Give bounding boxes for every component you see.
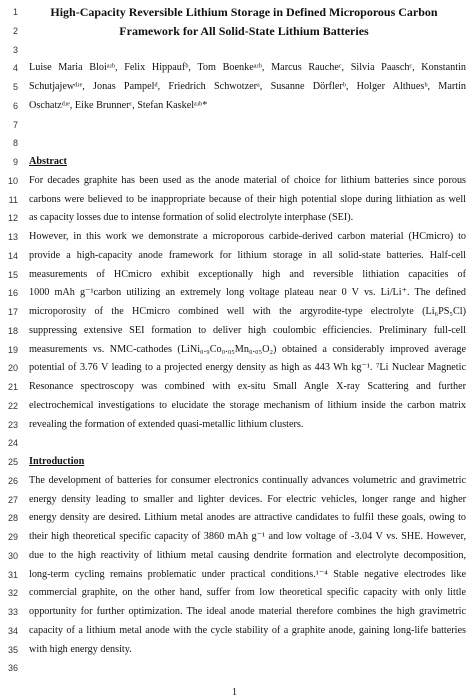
line-number: 21 [7, 382, 18, 392]
text-line: Schutjajewᵈʴᵉ, Jonas Pampelᵈ, Friedrich Schwotzerᵃ, Susanne Dörflerᵇ, Holger Althuesᵇ, Martin [29, 81, 466, 92]
line-number: 29 [7, 532, 18, 542]
text-line: suppressing extensive SEI formation to deliver high coulombic efficiencies. Preliminary full-cell [29, 324, 466, 336]
text-line: microporosity of the HCmicro combined well with the argyrodite-type electrolyte (Li₆PS₅Cl) [29, 306, 466, 317]
line-number: 17 [7, 307, 18, 317]
text-line: energy density are desired. Lithium metal anodes are attractive candidates to fulfil these goals, owing to [29, 512, 466, 524]
text-line: carbons were believed to be inappropriate because of their high potential slope during lithiation as well [29, 193, 466, 205]
paper-title-line: Framework for All Solid-State Lithium Batteries [119, 23, 369, 38]
text-line: measurements vs. NMC-cathodes (LiNi₀.₉Co₀.₀₅Mn₀.₀₅O₂) obtained a considerably improved average [29, 343, 466, 355]
paper-title-line: High-Capacity Reversible Lithium Storage in Defined Microporous Carbon [50, 5, 438, 19]
text-line: For decades graphite has been used as the anode material of choice for lithium batteries since porous [29, 174, 466, 186]
line-number: 36 [7, 663, 18, 674]
line-number: 11 [8, 194, 18, 205]
line-number: 7 [12, 119, 18, 130]
text-line: their high theoretical specific capacity of 3860 mAh g⁻¹ and low voltage of -3.04 V vs. SHE. However, [29, 531, 466, 542]
text-line: However, in this work we demonstrate a microporous carbide-derived carbon material (HCmicro) to [29, 231, 466, 242]
line-number: 8 [12, 138, 18, 149]
line-number: 3 [12, 44, 18, 55]
line-number: 13 [7, 232, 18, 242]
text-line: Oschatzᵈʴᵉ, Eike Brunnerᶜ, Stefan Kaskelᵃʴᵇ* [29, 99, 208, 111]
text-line: Luise Maria Bloiᵃʴᵇ, Felix Hippaufᵇ, Tom Boenkeᵃʴᵇ, Marcus Raucheᶜ, Silvia Paaschᶜ, Konstantin [29, 62, 466, 74]
line-number: 31 [7, 569, 18, 580]
line-number: 19 [7, 344, 18, 355]
text-line: 1000 mAh g⁻¹carbon utilizing an extremely long voltage plateau near 0 V vs. Li/Li⁺. The defined [29, 287, 466, 299]
line-number: 16 [7, 288, 18, 299]
line-number: 20 [7, 363, 18, 374]
line-number: 34 [7, 625, 18, 636]
line-number: 28 [7, 513, 18, 524]
line-number: 23 [7, 419, 18, 430]
text-line: measurements of HCmicro exhibit exceptionally high and reversible lithiation capacities of [29, 268, 466, 280]
text-line: with high energy density. [29, 643, 132, 655]
section-heading: Introduction [29, 456, 85, 467]
line-number: 27 [7, 494, 18, 505]
text-line: as capacity losses due to intense formation of solid electrolyte interphase (SEI). [29, 212, 354, 224]
page-number: 1 [232, 687, 237, 698]
section-heading: Abstract [29, 156, 67, 167]
text-line: long-term cycling remains problematic under practical conditions.¹⁻⁴ Stable negative electrodes like [29, 568, 466, 580]
line-number: 22 [7, 400, 18, 411]
text-line: energy density leading to smaller and lighter devices. For electric vehicles, longer range and higher [29, 493, 466, 505]
line-number: 2 [12, 25, 18, 36]
line-number: 15 [7, 269, 18, 280]
line-number: 25 [7, 457, 18, 467]
text-line: commercial graphite, on the other hand, suffer from low theoretical specific capacity with only little [29, 587, 466, 599]
line-number: 33 [7, 607, 18, 617]
line-number: 1 [12, 7, 18, 17]
line-number: 30 [7, 550, 18, 561]
line-number: 10 [7, 175, 18, 186]
line-number: 18 [7, 325, 18, 336]
text-line: provide a high-capacity anode framework for lithium storage in all solid-state batteries. Half-cell [29, 249, 466, 261]
line-number: 35 [7, 644, 18, 655]
line-number: 4 [12, 63, 18, 74]
line-number: 9 [12, 157, 18, 167]
text-line: The development of batteries for consumer electronics continually advances volumetric and gravimetric [29, 474, 466, 486]
line-number: 32 [7, 588, 18, 599]
line-number: 12 [7, 213, 18, 224]
text-line: capacity of a lithium metal anode with the cycle stability of a graphite anode, gaining long-life batteries [29, 624, 466, 636]
line-number: 24 [7, 438, 18, 449]
line-number: 5 [12, 82, 18, 92]
text-line: Resonance spectroscopy was combined with ex-situ Small Angle X-ray Scattering and further [29, 381, 466, 392]
line-number: 26 [7, 475, 18, 486]
text-line: electrochemical investigations to elucidate the storage mechanism of lithium inside the carbon matrix [29, 399, 466, 411]
text-line: opportunity for further optimization. The ideal anode material therefore combines the high gravimetric [29, 606, 466, 617]
text-line: potential of 3.76 V leading to a projected energy density as high as 443 Wh kg⁻¹. ⁷Li Nuclear Magnetic [29, 362, 466, 374]
text-line: revealing the formation of extended quasi-metallic lithium clusters. [29, 418, 304, 430]
text-line: due to the high reactivity of lithium metal causing dendrite formation and electrolyte decomposition, [29, 549, 466, 561]
line-number: 6 [12, 100, 18, 111]
line-number: 14 [7, 250, 18, 261]
